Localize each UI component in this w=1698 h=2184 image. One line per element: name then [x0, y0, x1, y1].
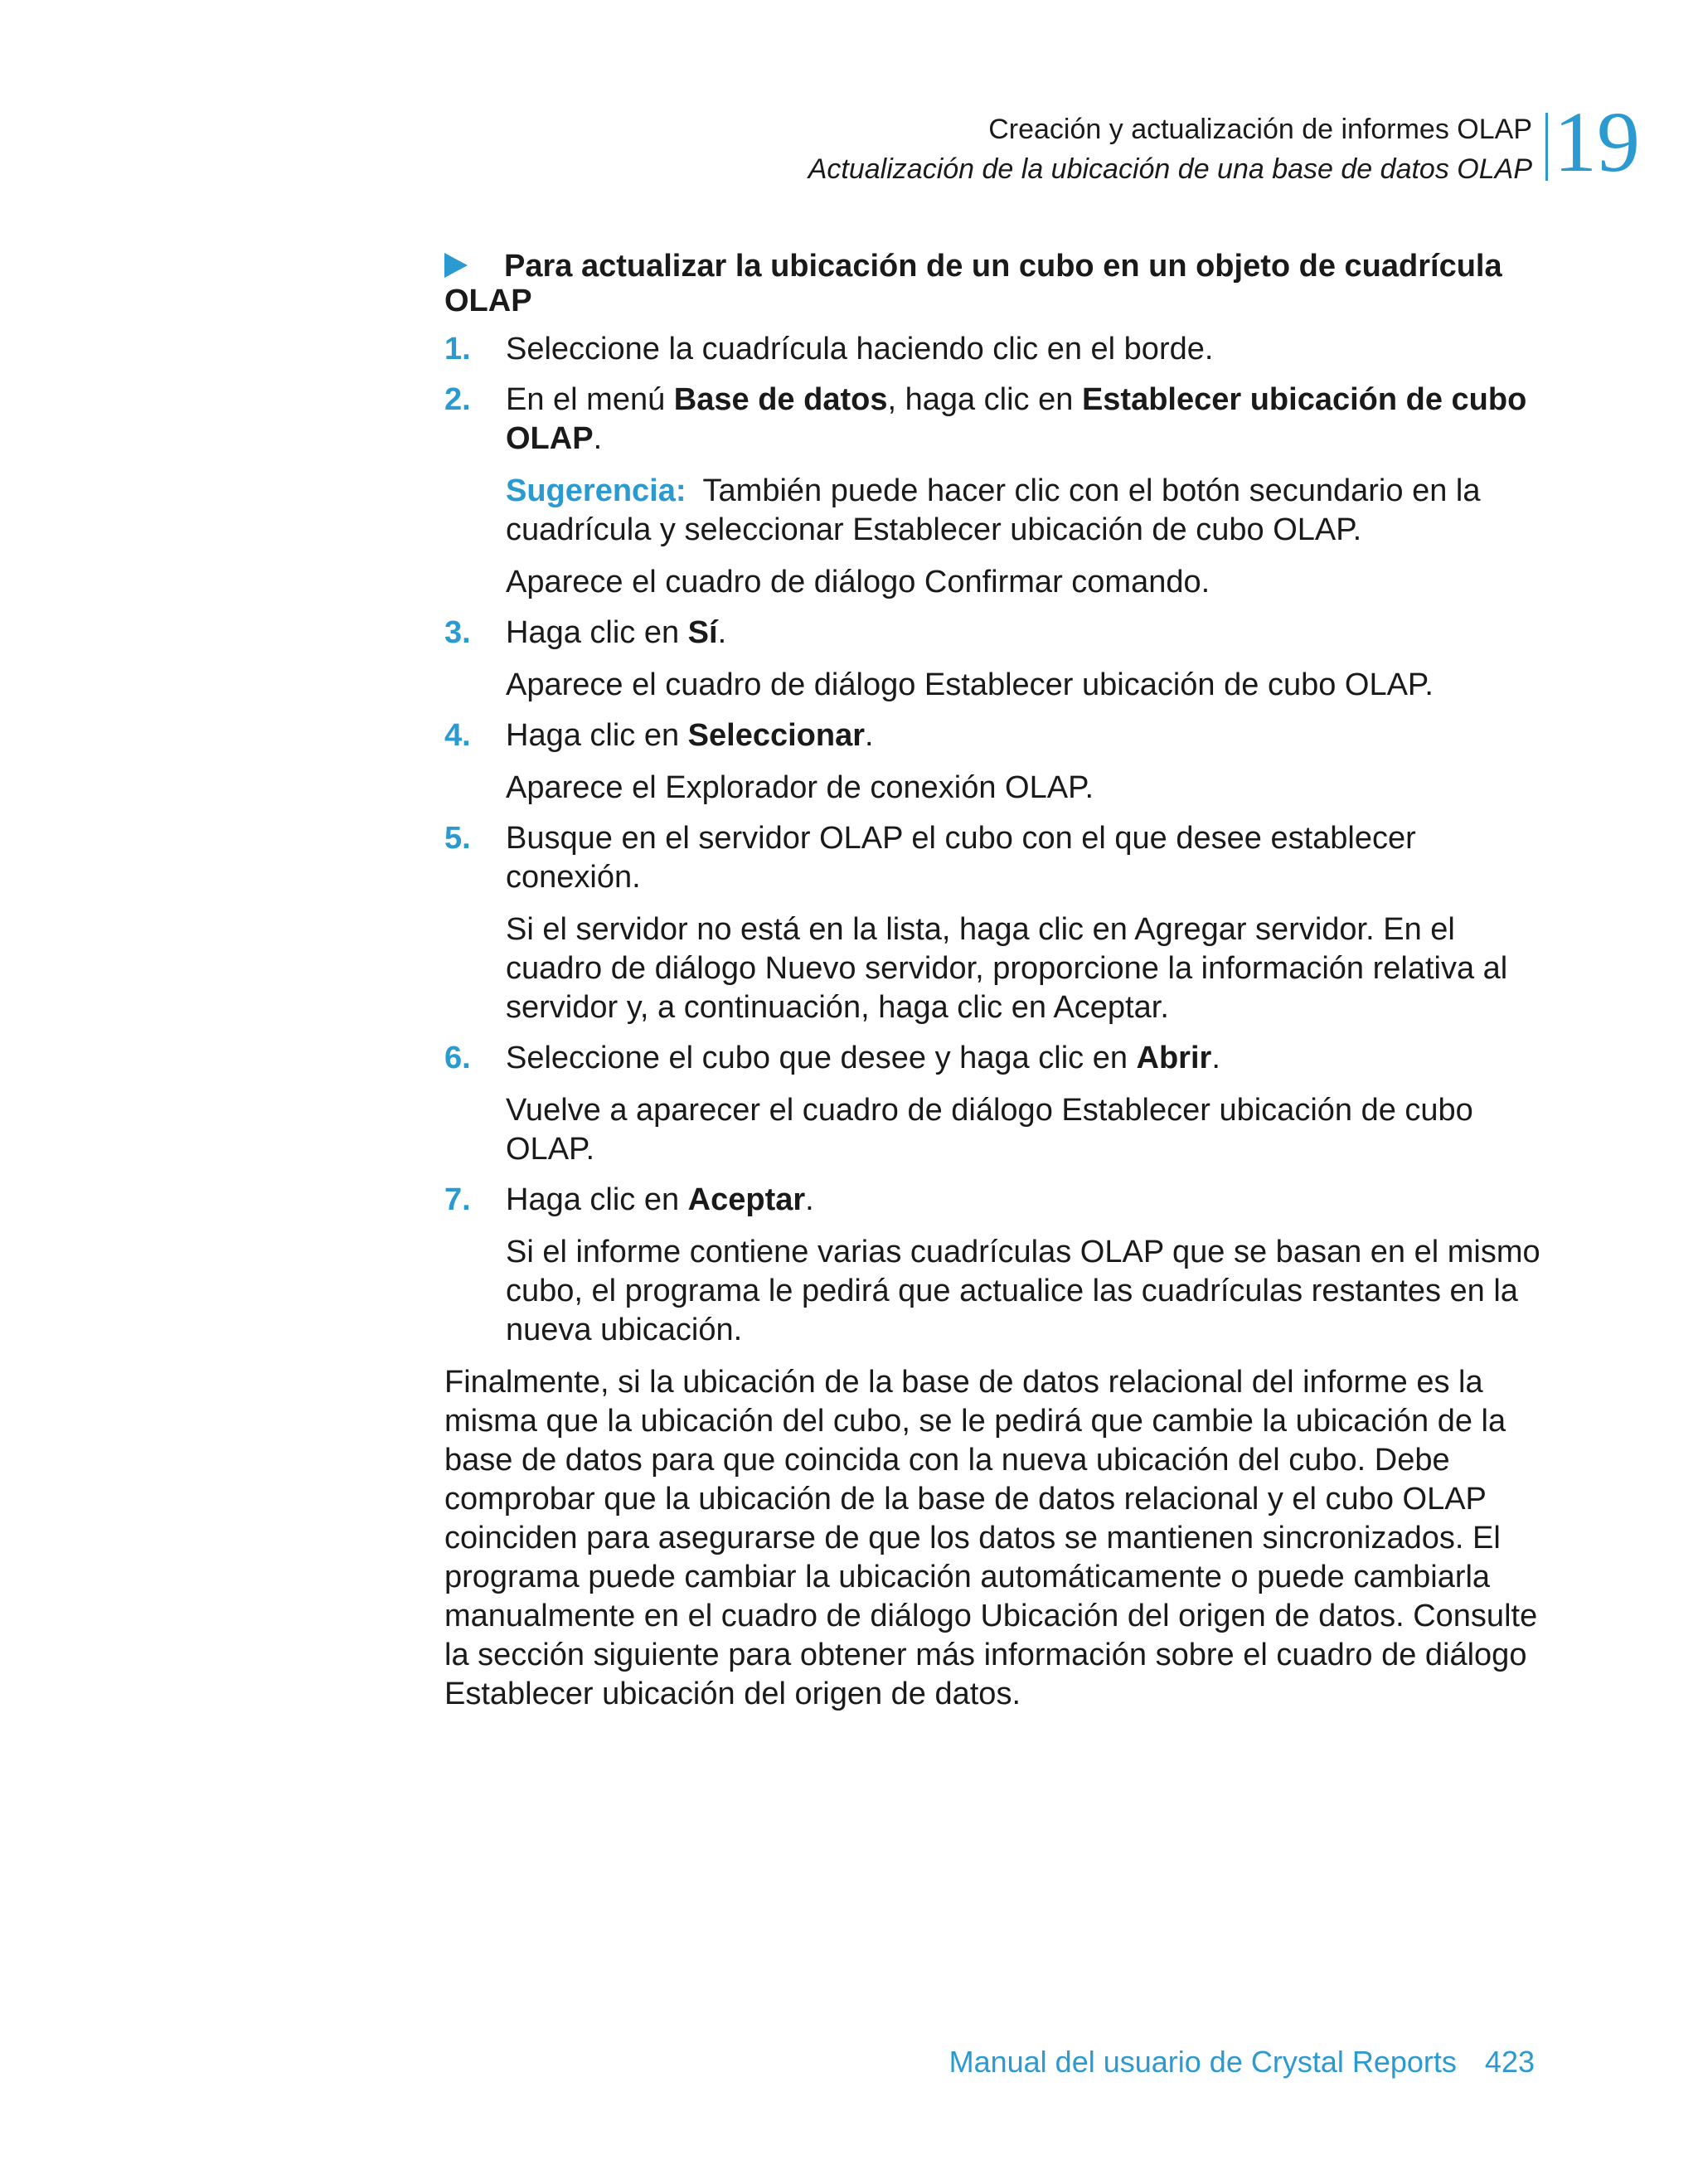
step-1	[444, 330, 1547, 369]
step-text	[506, 819, 1547, 897]
step-number: 2.	[444, 382, 471, 417]
button-name: Sí	[687, 615, 718, 650]
step-3	[444, 614, 1547, 653]
step-2	[444, 381, 1547, 459]
button-name: Abrir	[1136, 1041, 1212, 1075]
manual-title: Manual del usuario de Crystal Reports	[948, 2045, 1457, 2079]
step-text	[506, 381, 1547, 459]
step-note: Aparece el cuadro de diálogo Establecer ubicación de cubo OLAP.	[506, 667, 1434, 702]
chapter-divider	[1545, 113, 1548, 181]
step-4	[444, 716, 1547, 755]
triangle-bullet-icon	[444, 253, 468, 278]
step-text-part: Haga clic en	[506, 1182, 688, 1217]
step-note: Vuelve a aparecer el cuadro de diálogo Establecer ubicación de cubo OLAP.	[506, 1093, 1473, 1167]
button-name: Seleccionar	[687, 718, 866, 753]
step-note: Si el servidor no está en la lista, haga clic en Agregar servidor. En el cuadro de diálogo Nuevo servidor, proporcione la información relativa al servidor y, a continuación, haga clic en Aceptar.	[506, 912, 1508, 1025]
command-name: Establecer ubicación de cubo OLAP	[506, 382, 1527, 456]
step-number: 5.	[444, 821, 471, 856]
section-title: Actualización de la ubicación de una base de datos OLAP	[808, 153, 1532, 185]
step-5	[444, 819, 1547, 897]
button-name: Aceptar	[687, 1182, 806, 1217]
step-text-part: .	[805, 1182, 814, 1217]
chapter-title: Creación y actualización de informes OLAP	[988, 114, 1532, 145]
page-number: 423	[1484, 2045, 1535, 2079]
menu-name: Base de datos	[673, 382, 888, 417]
step-text	[506, 1039, 1547, 1078]
step-note: Aparece el Explorador de conexión OLAP.	[506, 770, 1094, 805]
step-number: 7.	[444, 1182, 471, 1217]
step-7	[444, 1181, 1547, 1220]
step-number: 3.	[444, 615, 471, 650]
step-text-part: Haga clic en	[506, 718, 688, 753]
step-6	[444, 1039, 1547, 1078]
main-content	[444, 249, 1547, 1714]
step-text	[506, 716, 1547, 755]
page-footer	[949, 2044, 1535, 2080]
step-text-part: Busque en el servidor OLAP el cubo con el que desee establecer conexión.	[506, 821, 1416, 895]
procedure-heading-text: Para actualizar la ubicación de un cubo en un objeto de cuadrícula OLAP	[444, 249, 1502, 318]
tip-text: También puede hacer clic con el botón secundario en la cuadrícula y seleccionar Establecer ubicación de cubo OLAP.	[506, 473, 1481, 547]
running-header	[808, 109, 1532, 189]
step-text	[506, 1181, 1547, 1220]
chapter-number: 19	[1554, 95, 1640, 190]
step-text-part: En el menú	[506, 382, 674, 417]
step-text-part: .	[865, 718, 874, 753]
tip-label: Sugerencia:	[506, 473, 686, 508]
procedure-heading	[444, 249, 1547, 318]
step-number: 1.	[444, 332, 471, 366]
step-text-part: .	[717, 615, 727, 650]
step-text-part: Haga clic en	[506, 615, 688, 650]
step-text-part: , haga clic en	[887, 382, 1082, 417]
step-text-part: .	[1211, 1041, 1220, 1075]
tip	[506, 472, 1547, 550]
step-text-part: Seleccione la cuadrícula haciendo clic en el borde.	[506, 332, 1214, 366]
step-text	[506, 330, 1547, 369]
step-number: 4.	[444, 718, 471, 753]
final-paragraph: Finalmente, si la ubicación de la base de datos relacional del informe es la misma que la ubicación del cubo, se le pedirá que cambie la ubicación de la base de datos para que coincida con la nueva ubicación del cubo. Debe comprobar que la ubicación de la base de datos relacional y el cubo OLAP coinciden para asegurarse de que los datos se mantienen sincronizados. El programa puede cambiar la ubicación automáticamente o puede cambiarla manualmente en el cuadro de diálogo Ubicación del origen de datos. Consulte la sección siguiente para obtener más información sobre el cuadro de diálogo Establecer ubicación del origen de datos.	[444, 1365, 1538, 1711]
step-text-part: Seleccione el cubo que desee y haga clic en	[506, 1041, 1137, 1075]
step-text	[506, 614, 1547, 653]
step-note: Si el informe contiene varias cuadrículas OLAP que se basan en el mismo cubo, el programa le pedirá que actualice las cuadrículas restantes en la nueva ubicación.	[506, 1235, 1540, 1347]
step-number: 6.	[444, 1041, 471, 1075]
step-note: Aparece el cuadro de diálogo Confirmar comando.	[506, 565, 1210, 599]
step-text-part: .	[593, 421, 603, 456]
